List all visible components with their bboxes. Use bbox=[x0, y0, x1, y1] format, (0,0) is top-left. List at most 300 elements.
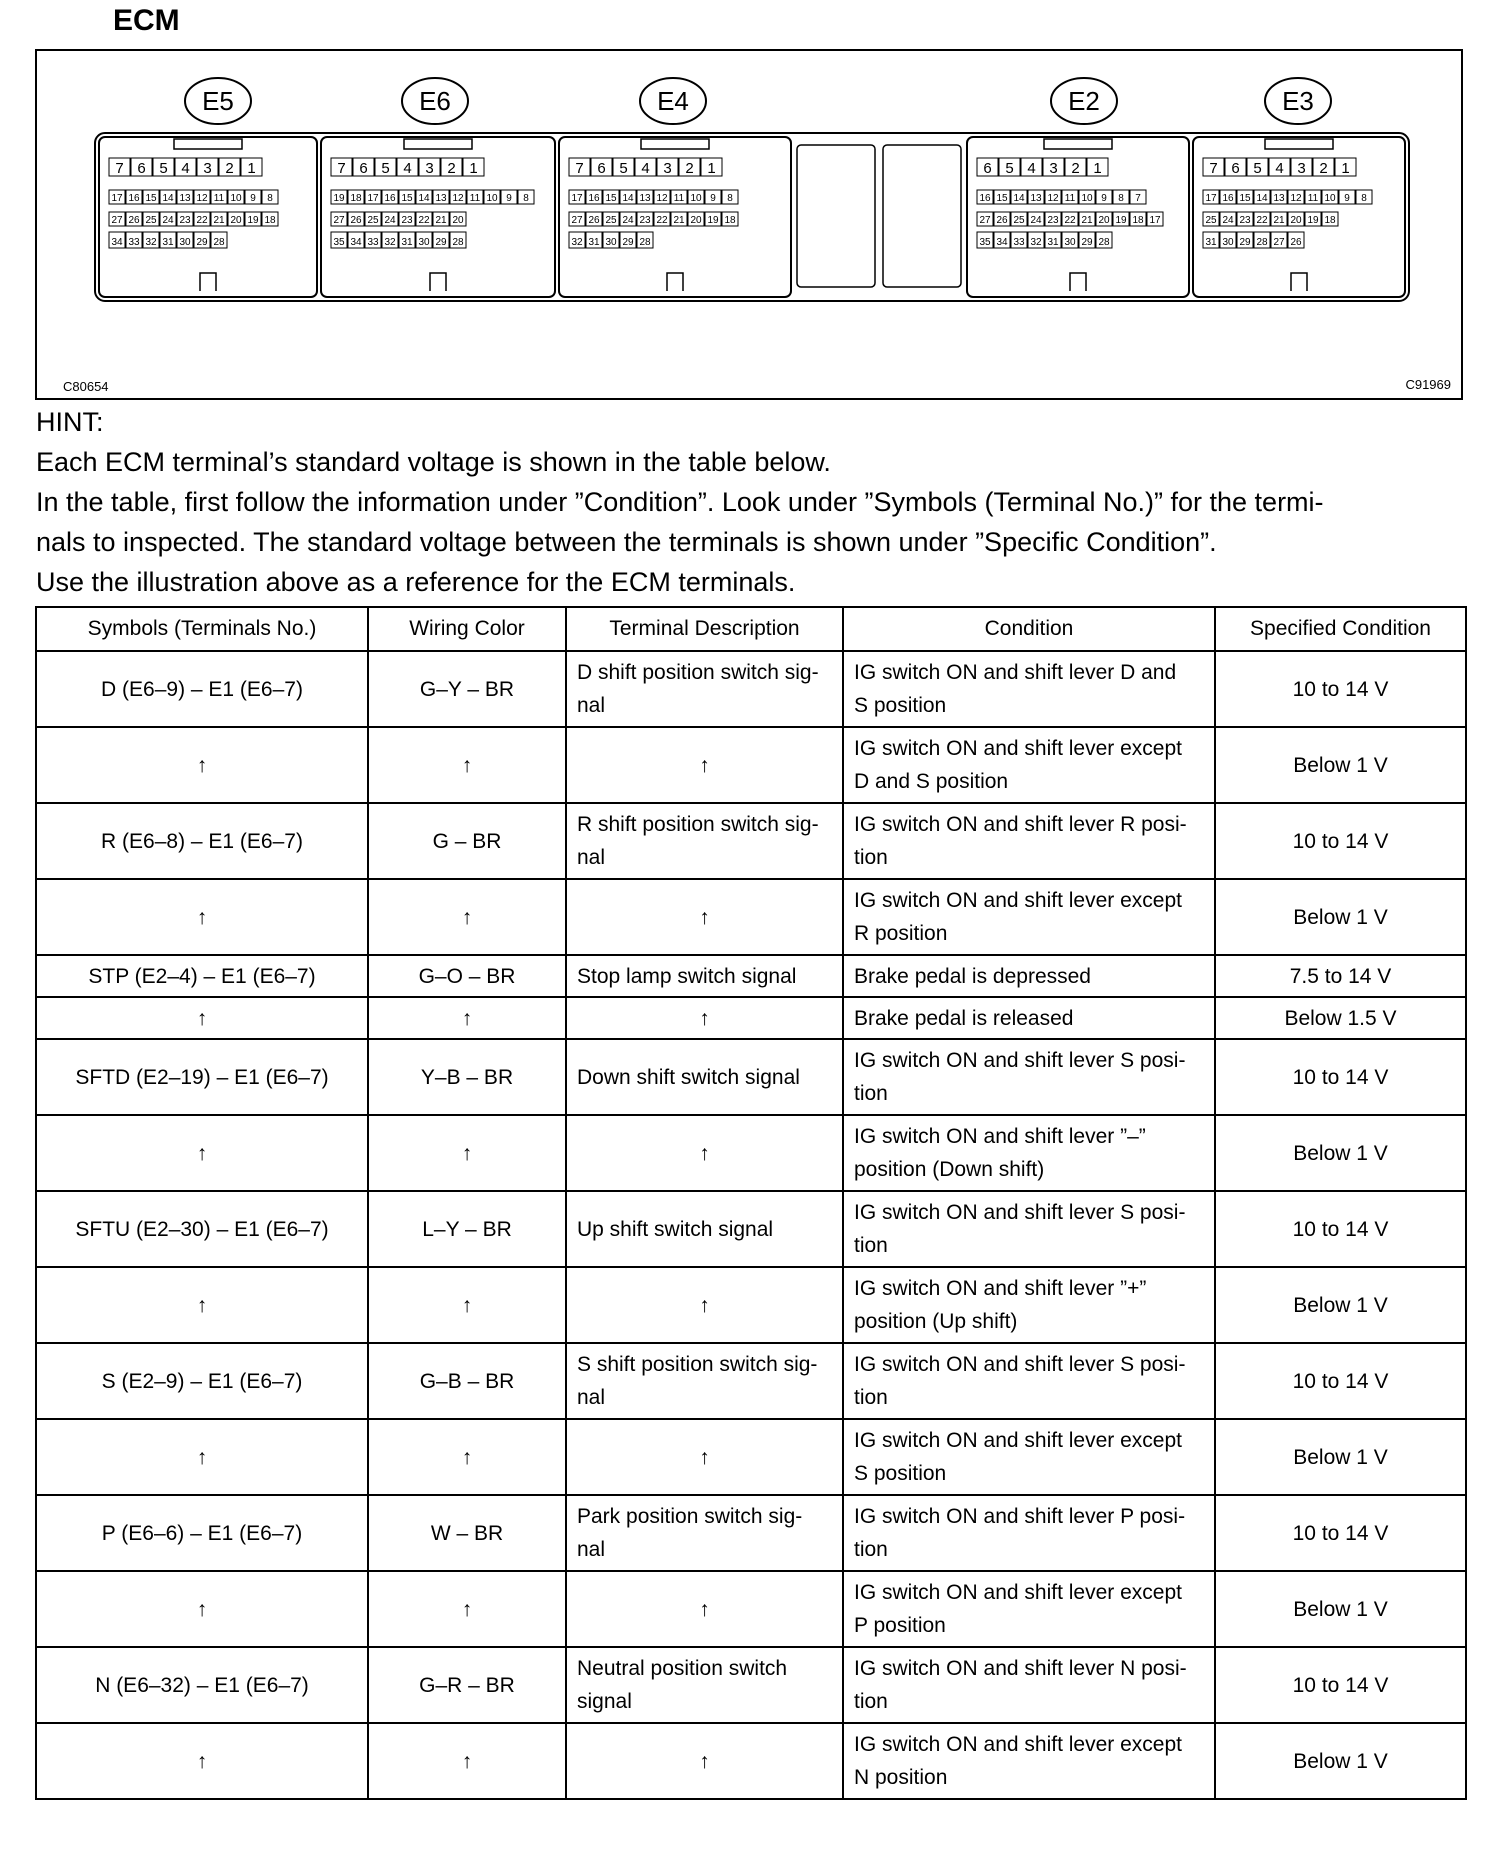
figure-id-right: C91969 bbox=[1405, 377, 1451, 392]
terminal-pin-label: 8 bbox=[1118, 193, 1124, 204]
table-row bbox=[36, 1723, 1466, 1799]
terminal-pin-label: 8 bbox=[1361, 193, 1367, 204]
terminal-pin-label: 5 bbox=[381, 160, 390, 177]
cell-wiring-color: G–R – BR bbox=[368, 1647, 566, 1723]
cell-terminal-description: Park position switch sig- nal bbox=[566, 1495, 843, 1571]
terminal-pin-label: 2 bbox=[225, 160, 234, 177]
table-row bbox=[36, 1039, 1466, 1115]
header-symbols: Symbols (Terminals No.) bbox=[36, 607, 368, 651]
cell-terminal-description: ↑ bbox=[566, 997, 843, 1039]
cell-terminal-description: Stop lamp switch signal bbox=[566, 955, 843, 997]
terminal-pin-label: 32 bbox=[384, 237, 396, 248]
terminal-pin-label: 29 bbox=[1239, 237, 1251, 248]
connector-label: E2 bbox=[1068, 86, 1100, 116]
cell-terminal-description: Up shift switch signal bbox=[566, 1191, 843, 1267]
terminal-pin-label: 12 bbox=[1290, 193, 1302, 204]
terminal-pin-label: 24 bbox=[162, 215, 174, 226]
terminal-pin-label: 24 bbox=[1030, 215, 1042, 226]
hint-line-3: nals to inspected. The standard voltage between the terminals is shown under ”Specific Condition”. bbox=[36, 527, 1217, 557]
table-header-row bbox=[36, 607, 1466, 651]
terminal-pin-label: 2 bbox=[1071, 160, 1080, 177]
table-row bbox=[36, 1571, 1466, 1647]
connector-e5 bbox=[99, 78, 317, 297]
cell-wiring-color: G–B – BR bbox=[368, 1343, 566, 1419]
table-row bbox=[36, 803, 1466, 879]
terminal-pin-label: 16 bbox=[588, 193, 600, 204]
cell-symbols: ↑ bbox=[36, 1267, 368, 1343]
terminal-pin-label: 22 bbox=[196, 215, 208, 226]
header-terminal-description: Terminal Description bbox=[566, 607, 843, 651]
connector-e6 bbox=[321, 78, 555, 297]
cell-specified-condition: 7.5 to 14 V bbox=[1215, 955, 1466, 997]
cell-terminal-description: ↑ bbox=[566, 1571, 843, 1647]
cell-symbols: N (E6–32) – E1 (E6–7) bbox=[36, 1647, 368, 1723]
terminal-pin-label: 29 bbox=[622, 237, 634, 248]
cell-condition: IG switch ON and shift lever except D and S position bbox=[843, 727, 1215, 803]
terminal-pin-label: 23 bbox=[1047, 215, 1059, 226]
blank-block bbox=[883, 145, 961, 287]
terminal-pin-label: 34 bbox=[350, 237, 362, 248]
terminal-pin-label: 22 bbox=[418, 215, 430, 226]
terminal-pin-label: 23 bbox=[179, 215, 191, 226]
ecm-connector-figure bbox=[35, 49, 1463, 400]
terminal-pin-label: 10 bbox=[230, 193, 242, 204]
terminal-pin-label: 25 bbox=[1013, 215, 1025, 226]
terminal-pin-label: 16 bbox=[1222, 193, 1234, 204]
cell-terminal-description: D shift position switch sig- nal bbox=[566, 651, 843, 727]
cell-condition: IG switch ON and shift lever S posi- tion bbox=[843, 1039, 1215, 1115]
hint-block bbox=[36, 402, 1476, 602]
terminal-pin-label: 15 bbox=[605, 193, 617, 204]
terminal-pin-label: 3 bbox=[1297, 160, 1306, 177]
terminal-pin-label: 7 bbox=[575, 160, 584, 177]
terminal-pin-label: 29 bbox=[196, 237, 208, 248]
cell-terminal-description: S shift position switch sig- nal bbox=[566, 1343, 843, 1419]
cell-condition: Brake pedal is released bbox=[843, 997, 1215, 1039]
cell-condition: IG switch ON and shift lever S posi- tion bbox=[843, 1191, 1215, 1267]
terminal-pin-label: 25 bbox=[145, 215, 157, 226]
terminal-pin-label: 3 bbox=[663, 160, 672, 177]
table-row bbox=[36, 879, 1466, 955]
terminal-pin-label: 17 bbox=[571, 193, 583, 204]
cell-wiring-color: ↑ bbox=[368, 727, 566, 803]
cell-condition: IG switch ON and shift lever S posi- tion bbox=[843, 1343, 1215, 1419]
cell-symbols: SFTU (E2–30) – E1 (E6–7) bbox=[36, 1191, 368, 1267]
terminal-pin-label: 9 bbox=[1344, 193, 1350, 204]
terminal-pin-label: 20 bbox=[1290, 215, 1302, 226]
table-row bbox=[36, 1191, 1466, 1267]
terminal-pin-label: 11 bbox=[673, 193, 685, 204]
terminal-pin-label: 7 bbox=[1209, 160, 1218, 177]
terminal-pin-label: 18 bbox=[350, 193, 362, 204]
terminal-pin-label: 17 bbox=[1149, 215, 1161, 226]
terminal-pin-label: 30 bbox=[179, 237, 191, 248]
terminal-pin-label: 1 bbox=[469, 160, 478, 177]
terminal-pin-label: 35 bbox=[333, 237, 345, 248]
terminal-pin-label: 29 bbox=[435, 237, 447, 248]
terminal-pin-label: 22 bbox=[656, 215, 668, 226]
connector-e2 bbox=[967, 78, 1189, 297]
terminal-pin-label: 13 bbox=[1273, 193, 1285, 204]
terminal-pin-label: 19 bbox=[707, 215, 719, 226]
terminal-pin-label: 21 bbox=[1273, 215, 1285, 226]
connector-latch bbox=[1265, 139, 1333, 149]
hint-heading: HINT: bbox=[36, 407, 104, 437]
terminal-pin-label: 28 bbox=[639, 237, 651, 248]
hint-line-4: Use the illustration above as a reference for the ECM terminals. bbox=[36, 567, 796, 597]
terminal-pin-label: 16 bbox=[384, 193, 396, 204]
terminal-pin-label: 15 bbox=[145, 193, 157, 204]
terminal-pin-label: 16 bbox=[979, 193, 991, 204]
terminal-pin-label: 31 bbox=[1047, 237, 1059, 248]
terminal-pin-label: 19 bbox=[1307, 215, 1319, 226]
terminal-pin-label: 5 bbox=[1253, 160, 1262, 177]
cell-condition: IG switch ON and shift lever ”+” position (Up shift) bbox=[843, 1267, 1215, 1343]
cell-specified-condition: Below 1 V bbox=[1215, 1115, 1466, 1191]
terminal-pin-label: 16 bbox=[128, 193, 140, 204]
table-row bbox=[36, 1343, 1466, 1419]
terminal-pin-label: 1 bbox=[1093, 160, 1102, 177]
cell-symbols: ↑ bbox=[36, 997, 368, 1039]
terminal-pin-label: 12 bbox=[656, 193, 668, 204]
cell-condition: IG switch ON and shift lever R posi- tion bbox=[843, 803, 1215, 879]
table-row bbox=[36, 1647, 1466, 1723]
terminal-pin-label: 11 bbox=[1064, 193, 1076, 204]
terminal-pin-label: 19 bbox=[247, 215, 259, 226]
terminal-pin-label: 9 bbox=[506, 193, 512, 204]
terminal-pin-label: 31 bbox=[588, 237, 600, 248]
terminal-pin-label: 22 bbox=[1064, 215, 1076, 226]
cell-condition: IG switch ON and shift lever D and S position bbox=[843, 651, 1215, 727]
cell-terminal-description: ↑ bbox=[566, 1115, 843, 1191]
terminal-pin-label: 2 bbox=[685, 160, 694, 177]
terminal-pin-label: 9 bbox=[1101, 193, 1107, 204]
terminal-pin-label: 6 bbox=[1231, 160, 1240, 177]
terminal-pin-label: 26 bbox=[588, 215, 600, 226]
terminal-pin-label: 2 bbox=[447, 160, 456, 177]
table-row bbox=[36, 955, 1466, 997]
page-title: ECM bbox=[113, 4, 180, 37]
terminal-pin-label: 30 bbox=[418, 237, 430, 248]
cell-wiring-color: G–Y – BR bbox=[368, 651, 566, 727]
terminal-pin-label: 14 bbox=[418, 193, 430, 204]
terminal-pin-label: 2 bbox=[1319, 160, 1328, 177]
terminal-pin-label: 4 bbox=[1027, 160, 1036, 177]
cell-symbols: ↑ bbox=[36, 1115, 368, 1191]
terminal-pin-label: 28 bbox=[452, 237, 464, 248]
terminal-pin-label: 6 bbox=[137, 160, 146, 177]
terminal-pin-label: 4 bbox=[403, 160, 412, 177]
terminal-pin-label: 25 bbox=[1205, 215, 1217, 226]
cell-specified-condition: 10 to 14 V bbox=[1215, 803, 1466, 879]
terminal-pin-label: 12 bbox=[196, 193, 208, 204]
terminal-pin-label: 26 bbox=[1290, 237, 1302, 248]
cell-symbols: SFTD (E2–19) – E1 (E6–7) bbox=[36, 1039, 368, 1115]
terminal-pin-label: 1 bbox=[1341, 160, 1350, 177]
terminal-pin-label: 17 bbox=[111, 193, 123, 204]
cell-wiring-color: G – BR bbox=[368, 803, 566, 879]
connector-key bbox=[1291, 273, 1307, 291]
terminal-pin-label: 6 bbox=[359, 160, 368, 177]
cell-specified-condition: 10 to 14 V bbox=[1215, 1343, 1466, 1419]
terminal-pin-label: 13 bbox=[179, 193, 191, 204]
cell-symbols: P (E6–6) – E1 (E6–7) bbox=[36, 1495, 368, 1571]
terminal-pin-label: 4 bbox=[641, 160, 650, 177]
terminal-pin-label: 23 bbox=[401, 215, 413, 226]
table-row bbox=[36, 1267, 1466, 1343]
connector-latch bbox=[404, 139, 472, 149]
terminal-pin-label: 13 bbox=[435, 193, 447, 204]
cell-specified-condition: 10 to 14 V bbox=[1215, 1647, 1466, 1723]
connector-key bbox=[667, 273, 683, 291]
terminal-pin-label: 28 bbox=[1256, 237, 1268, 248]
header-condition: Condition bbox=[843, 607, 1215, 651]
hint-line-1: Each ECM terminal’s standard voltage is shown in the table below. bbox=[36, 447, 831, 477]
terminal-pin-label: 5 bbox=[619, 160, 628, 177]
terminal-pin-label: 15 bbox=[401, 193, 413, 204]
cell-wiring-color: ↑ bbox=[368, 1571, 566, 1647]
terminal-pin-label: 31 bbox=[401, 237, 413, 248]
cell-symbols: D (E6–9) – E1 (E6–7) bbox=[36, 651, 368, 727]
terminal-pin-label: 19 bbox=[333, 193, 345, 204]
cell-condition: IG switch ON and shift lever N posi- tion bbox=[843, 1647, 1215, 1723]
cell-terminal-description: ↑ bbox=[566, 879, 843, 955]
connector-latch bbox=[641, 139, 709, 149]
terminal-pin-label: 24 bbox=[622, 215, 634, 226]
connector-latch bbox=[174, 139, 242, 149]
cell-specified-condition: 10 to 14 V bbox=[1215, 1039, 1466, 1115]
terminal-pin-label: 27 bbox=[1273, 237, 1285, 248]
terminal-pin-label: 28 bbox=[1098, 237, 1110, 248]
terminal-pin-label: 33 bbox=[1013, 237, 1025, 248]
cell-specified-condition: 10 to 14 V bbox=[1215, 1495, 1466, 1571]
ecm-connector-diagram bbox=[37, 51, 1461, 398]
terminal-pin-label: 31 bbox=[162, 237, 174, 248]
terminal-pin-label: 26 bbox=[996, 215, 1008, 226]
terminal-pin-label: 18 bbox=[724, 215, 736, 226]
terminal-pin-label: 14 bbox=[1013, 193, 1025, 204]
cell-specified-condition: Below 1.5 V bbox=[1215, 997, 1466, 1039]
cell-condition: IG switch ON and shift lever except S position bbox=[843, 1419, 1215, 1495]
table-row bbox=[36, 1419, 1466, 1495]
terminal-pin-label: 22 bbox=[1256, 215, 1268, 226]
terminal-pin-label: 20 bbox=[690, 215, 702, 226]
hint-line-2: In the table, first follow the information under ”Condition”. Look under ”Symbols (Terminal No.)” for the termi- bbox=[36, 487, 1324, 517]
cell-condition: IG switch ON and shift lever P posi- tion bbox=[843, 1495, 1215, 1571]
connector-latch bbox=[1044, 139, 1112, 149]
terminal-pin-label: 14 bbox=[162, 193, 174, 204]
terminal-pin-label: 7 bbox=[337, 160, 346, 177]
terminal-pin-label: 27 bbox=[571, 215, 583, 226]
connector-key bbox=[200, 273, 216, 291]
cell-specified-condition: Below 1 V bbox=[1215, 879, 1466, 955]
cell-symbols: ↑ bbox=[36, 1723, 368, 1799]
terminal-pin-label: 11 bbox=[213, 193, 225, 204]
terminal-pin-label: 1 bbox=[247, 160, 256, 177]
cell-wiring-color: ↑ bbox=[368, 1419, 566, 1495]
terminal-pin-label: 26 bbox=[128, 215, 140, 226]
terminal-pin-label: 3 bbox=[1049, 160, 1058, 177]
terminal-pin-label: 32 bbox=[1030, 237, 1042, 248]
cell-wiring-color: G–O – BR bbox=[368, 955, 566, 997]
cell-specified-condition: Below 1 V bbox=[1215, 1571, 1466, 1647]
terminal-pin-label: 34 bbox=[111, 237, 123, 248]
cell-specified-condition: Below 1 V bbox=[1215, 727, 1466, 803]
terminal-pin-label: 6 bbox=[983, 160, 992, 177]
connector-e3 bbox=[1193, 78, 1405, 297]
terminal-pin-label: 13 bbox=[639, 193, 651, 204]
terminal-pin-label: 11 bbox=[1307, 193, 1319, 204]
terminal-pin-label: 3 bbox=[425, 160, 434, 177]
terminal-pin-label: 29 bbox=[1081, 237, 1093, 248]
cell-symbols: ↑ bbox=[36, 727, 368, 803]
cell-condition: IG switch ON and shift lever except N position bbox=[843, 1723, 1215, 1799]
terminal-pin-label: 5 bbox=[1005, 160, 1014, 177]
header-wiring-color: Wiring Color bbox=[368, 607, 566, 651]
terminal-pin-label: 13 bbox=[1030, 193, 1042, 204]
terminal-pin-label: 33 bbox=[128, 237, 140, 248]
cell-specified-condition: Below 1 V bbox=[1215, 1267, 1466, 1343]
terminal-pin-label: 18 bbox=[1324, 215, 1336, 226]
terminal-pin-label: 31 bbox=[1205, 237, 1217, 248]
terminal-pin-label: 15 bbox=[996, 193, 1008, 204]
terminal-pin-label: 32 bbox=[571, 237, 583, 248]
connector-label: E4 bbox=[657, 86, 689, 116]
terminal-pin-label: 18 bbox=[264, 215, 276, 226]
terminal-pin-label: 8 bbox=[727, 193, 733, 204]
connector-key bbox=[1070, 273, 1086, 291]
cell-wiring-color: ↑ bbox=[368, 879, 566, 955]
figure-id-left: C80654 bbox=[63, 379, 109, 394]
cell-terminal-description: ↑ bbox=[566, 1419, 843, 1495]
terminal-pin-label: 34 bbox=[996, 237, 1008, 248]
cell-wiring-color: ↑ bbox=[368, 1267, 566, 1343]
terminal-pin-label: 27 bbox=[979, 215, 991, 226]
cell-specified-condition: 10 to 14 V bbox=[1215, 1191, 1466, 1267]
terminal-pin-label: 10 bbox=[1324, 193, 1336, 204]
terminal-pin-label: 17 bbox=[1205, 193, 1217, 204]
table-row bbox=[36, 1495, 1466, 1571]
header-specified-condition: Specified Condition bbox=[1215, 607, 1466, 651]
terminal-pin-label: 8 bbox=[267, 193, 273, 204]
terminal-pin-label: 25 bbox=[367, 215, 379, 226]
terminal-pin-label: 33 bbox=[367, 237, 379, 248]
connector-label: E5 bbox=[202, 86, 234, 116]
terminal-pin-label: 27 bbox=[333, 215, 345, 226]
cell-wiring-color: W – BR bbox=[368, 1495, 566, 1571]
connector-key bbox=[430, 273, 446, 291]
terminal-pin-label: 7 bbox=[115, 160, 124, 177]
terminal-pin-label: 23 bbox=[639, 215, 651, 226]
cell-wiring-color: Y–B – BR bbox=[368, 1039, 566, 1115]
cell-symbols: ↑ bbox=[36, 879, 368, 955]
cell-specified-condition: Below 1 V bbox=[1215, 1723, 1466, 1799]
terminal-pin-label: 4 bbox=[1275, 160, 1284, 177]
terminal-pin-label: 4 bbox=[181, 160, 190, 177]
cell-condition: Brake pedal is depressed bbox=[843, 955, 1215, 997]
terminal-pin-label: 30 bbox=[1064, 237, 1076, 248]
table-row bbox=[36, 727, 1466, 803]
cell-terminal-description: ↑ bbox=[566, 1723, 843, 1799]
terminal-pin-label: 30 bbox=[605, 237, 617, 248]
cell-symbols: STP (E2–4) – E1 (E6–7) bbox=[36, 955, 368, 997]
terminal-pin-label: 15 bbox=[1239, 193, 1251, 204]
cell-wiring-color: L–Y – BR bbox=[368, 1191, 566, 1267]
terminal-pin-label: 28 bbox=[213, 237, 225, 248]
terminal-pin-label: 35 bbox=[979, 237, 991, 248]
cell-symbols: ↑ bbox=[36, 1571, 368, 1647]
terminal-pin-label: 18 bbox=[1132, 215, 1144, 226]
terminal-pin-label: 26 bbox=[350, 215, 362, 226]
terminal-pin-label: 14 bbox=[1256, 193, 1268, 204]
connector-e4 bbox=[559, 78, 791, 297]
cell-specified-condition: 10 to 14 V bbox=[1215, 651, 1466, 727]
terminal-pin-label: 21 bbox=[673, 215, 685, 226]
connector-label: E3 bbox=[1282, 86, 1314, 116]
terminal-pin-label: 7 bbox=[1135, 193, 1141, 204]
terminal-pin-label: 8 bbox=[523, 193, 529, 204]
cell-terminal-description: ↑ bbox=[566, 727, 843, 803]
terminal-pin-label: 21 bbox=[213, 215, 225, 226]
cell-condition: IG switch ON and shift lever except R position bbox=[843, 879, 1215, 955]
terminal-pin-label: 9 bbox=[710, 193, 716, 204]
terminal-pin-label: 21 bbox=[1081, 215, 1093, 226]
cell-symbols: R (E6–8) – E1 (E6–7) bbox=[36, 803, 368, 879]
terminal-voltage-table bbox=[35, 606, 1467, 1800]
terminal-pin-label: 17 bbox=[367, 193, 379, 204]
terminal-pin-label: 30 bbox=[1222, 237, 1234, 248]
table-body bbox=[36, 651, 1466, 1799]
terminal-pin-label: 20 bbox=[230, 215, 242, 226]
terminal-pin-label: 24 bbox=[384, 215, 396, 226]
cell-symbols: S (E2–9) – E1 (E6–7) bbox=[36, 1343, 368, 1419]
terminal-pin-label: 14 bbox=[622, 193, 634, 204]
terminal-pin-label: 32 bbox=[145, 237, 157, 248]
blank-block bbox=[797, 145, 875, 287]
terminal-pin-label: 10 bbox=[486, 193, 498, 204]
terminal-pin-label: 23 bbox=[1239, 215, 1251, 226]
cell-wiring-color: ↑ bbox=[368, 1723, 566, 1799]
table-row bbox=[36, 997, 1466, 1039]
cell-symbols: ↑ bbox=[36, 1419, 368, 1495]
cell-wiring-color: ↑ bbox=[368, 997, 566, 1039]
table-row bbox=[36, 651, 1466, 727]
table-row bbox=[36, 1115, 1466, 1191]
terminal-pin-label: 12 bbox=[452, 193, 464, 204]
terminal-pin-label: 27 bbox=[111, 215, 123, 226]
cell-condition: IG switch ON and shift lever ”–” position (Down shift) bbox=[843, 1115, 1215, 1191]
terminal-pin-label: 20 bbox=[1098, 215, 1110, 226]
terminal-pin-label: 3 bbox=[203, 160, 212, 177]
terminal-pin-label: 24 bbox=[1222, 215, 1234, 226]
cell-condition: IG switch ON and shift lever except P position bbox=[843, 1571, 1215, 1647]
cell-terminal-description: R shift position switch sig- nal bbox=[566, 803, 843, 879]
terminal-pin-label: 6 bbox=[597, 160, 606, 177]
terminal-pin-label: 11 bbox=[469, 193, 481, 204]
terminal-pin-label: 20 bbox=[452, 215, 464, 226]
terminal-pin-label: 21 bbox=[435, 215, 447, 226]
cell-specified-condition: Below 1 V bbox=[1215, 1419, 1466, 1495]
terminal-pin-label: 19 bbox=[1115, 215, 1127, 226]
terminal-pin-label: 9 bbox=[250, 193, 256, 204]
terminal-pin-label: 1 bbox=[707, 160, 716, 177]
terminal-pin-label: 12 bbox=[1047, 193, 1059, 204]
connector-label: E6 bbox=[419, 86, 451, 116]
terminal-pin-label: 5 bbox=[159, 160, 168, 177]
terminal-pin-label: 10 bbox=[690, 193, 702, 204]
cell-wiring-color: ↑ bbox=[368, 1115, 566, 1191]
terminal-pin-label: 10 bbox=[1081, 193, 1093, 204]
